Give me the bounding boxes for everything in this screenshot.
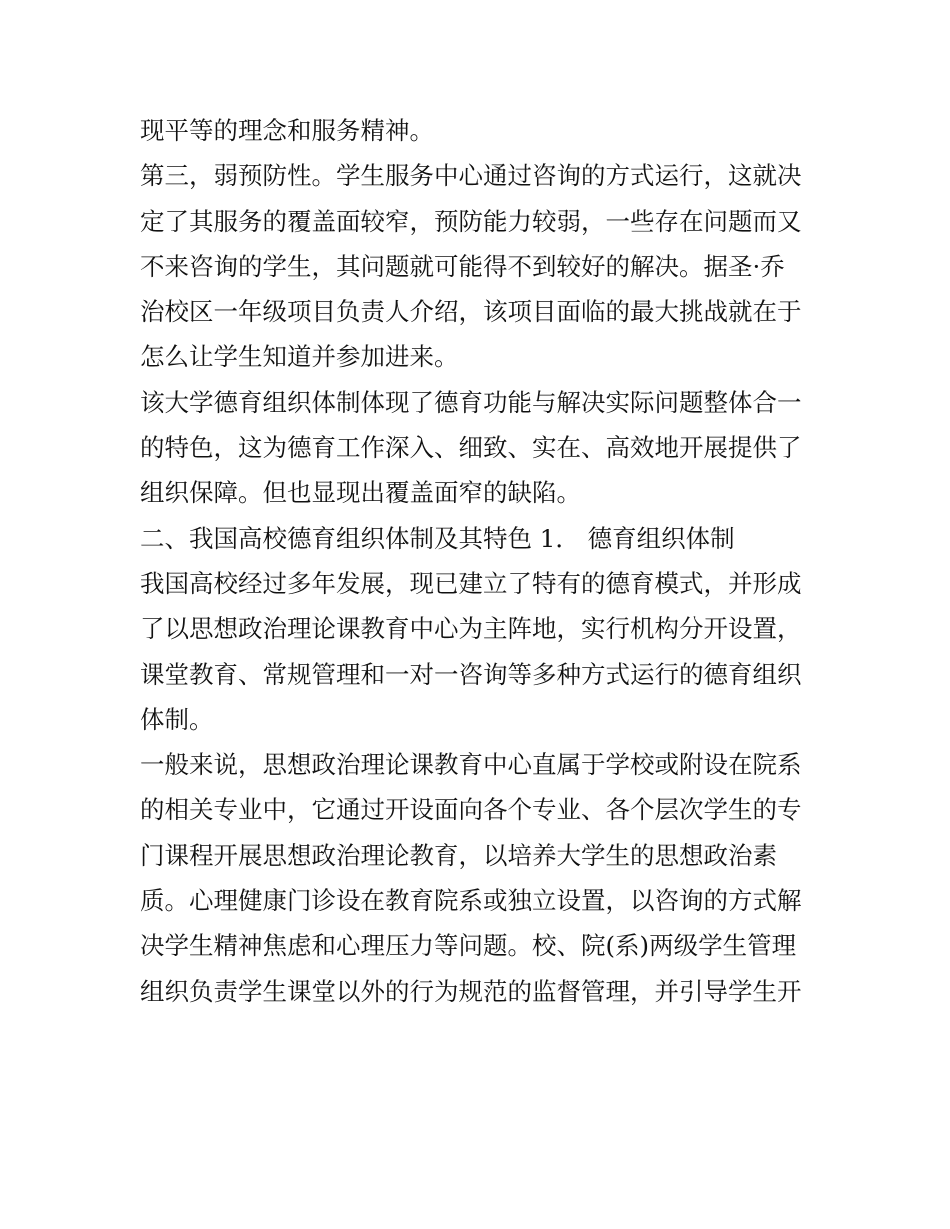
text-line: 该大学德育组织体制体现了德育功能与解决实际问题整体合一 — [140, 387, 802, 417]
body-text — [140, 108, 820, 1014]
text-line: 组织保障。但也显现出覆盖面窄的缺陷。 — [140, 478, 581, 508]
text-line: 的特色，这为德育工作深入、细致、实在、高效地开展提供了 — [140, 433, 802, 463]
text-line: 怎么让学生知道并参加进来。 — [140, 342, 459, 372]
section-heading-line: 二、我国高校德育组织体制及其特色 1． 德育组织体制 — [140, 523, 735, 553]
text-line: 治校区一年级项目负责人介绍，该项目面临的最大挑战就在于 — [140, 297, 802, 327]
text-line: 体制。 — [140, 704, 214, 734]
text-line: 一般来说，思想政治理论课教育中心直属于学校或附设在院系 — [140, 750, 802, 780]
text-line: 现平等的理念和服务精神。 — [140, 116, 434, 145]
text-line: 的相关专业中，它通过开设面向各个专业、各个层次学生的专 — [140, 795, 802, 825]
text-line: 决学生精神焦虑和心理压力等问题。校、院(系)两级学生管理 — [140, 931, 797, 961]
text-line: 课堂教育、常规管理和一对一咨询等多种方式运行的德育组织 — [140, 659, 802, 689]
text-line: 了以思想政治理论课教育中心为主阵地，实行机构分开设置， — [140, 614, 802, 644]
text-line: 质。心理健康门诊设在教育院系或独立设置，以咨询的方式解 — [140, 886, 802, 916]
text-line: 定了其服务的覆盖面较窄，预防能力较弱，一些存在问题而又 — [140, 206, 802, 236]
text-line: 门课程开展思想政治理论教育，以培养大学生的思想政治素 — [140, 840, 777, 870]
text-line: 我国高校经过多年发展，现已建立了特有的德育模式，并形成 — [140, 568, 802, 598]
text-line: 不来咨询的学生，其问题就可能得不到较好的解决。据圣·乔 — [140, 251, 785, 281]
text-line: 第三，弱预防性。学生服务中心通过咨询的方式运行，这就决 — [140, 161, 802, 191]
text-line: 组织负责学生课堂以外的行为规范的监督管理，并引导学生开 — [140, 976, 802, 1006]
